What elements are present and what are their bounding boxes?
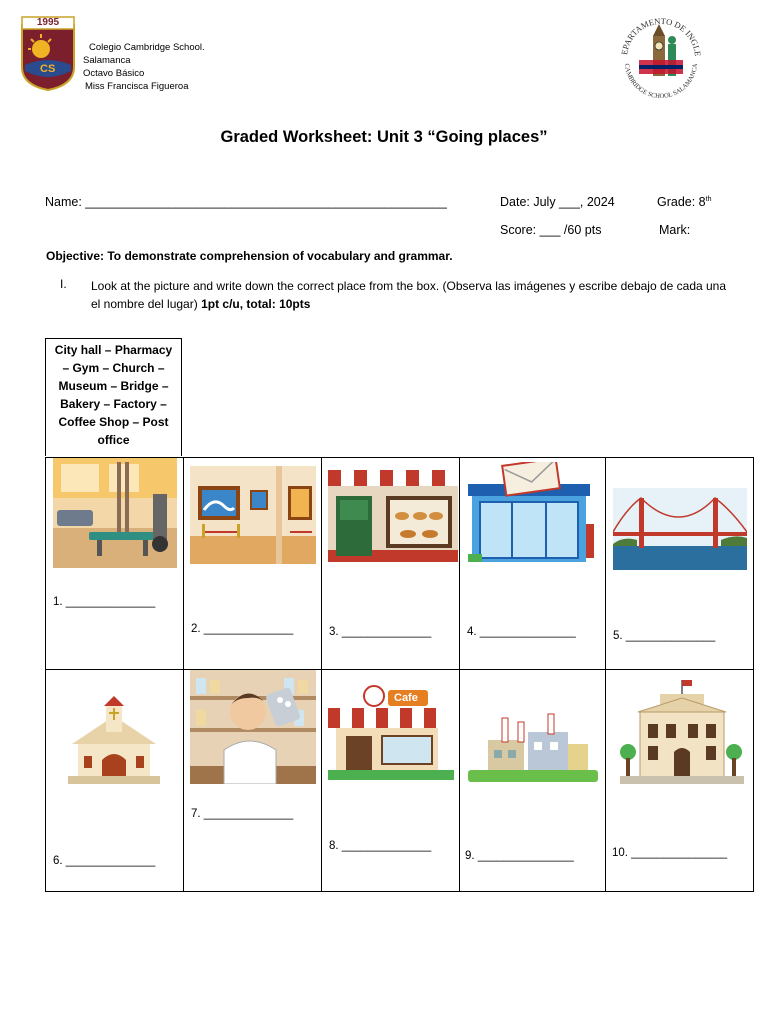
factory-icon (468, 710, 598, 782)
score-field: Score: ___ /60 pts (500, 223, 602, 237)
city-hall-icon (620, 680, 744, 784)
name-field: Name: ____________________________________________________ (45, 195, 447, 209)
logo-year: 1995 (36, 17, 60, 28)
grid-cell-8 (322, 670, 460, 892)
answer-line-6[interactable]: 6. ______________ (53, 855, 156, 867)
word-box: City hall – Pharmacy – Gym – Church – Museum – Bridge – Bakery – Factory – Coffee Shop – Post office (45, 338, 182, 456)
coffee-sign-text: Cafe (394, 692, 418, 704)
grid-cell-7 (184, 670, 322, 892)
grid-cell-3 (322, 458, 460, 670)
answer-line-10[interactable]: 10. _______________ (612, 847, 728, 859)
grade-superscript: th (705, 195, 712, 203)
instruction (91, 277, 731, 313)
answer-line-7[interactable]: 7. ______________ (191, 808, 294, 820)
grid-cell-9 (460, 670, 606, 892)
school-name: Colegio Cambridge School. (89, 42, 205, 53)
logo-initials: CS (40, 63, 56, 75)
department-stamp (613, 10, 709, 106)
answer-line-9[interactable]: 9. _______________ (465, 850, 574, 862)
answer-line-1[interactable]: 1. ______________ (53, 596, 156, 608)
course-name: Octavo Básico (83, 68, 145, 79)
coffee-shop-icon (328, 684, 454, 780)
instruction-number: I. (60, 277, 67, 291)
pharmacy-icon (190, 670, 316, 784)
stamp-top-text: EPARTAMENTO DE INGLE (619, 15, 704, 57)
instruction-text: Look at the picture and write down the correct place from the box. (Observa las imágenes y escribe debajo de cada una el nombre del lugar) (91, 279, 727, 311)
church-icon (68, 696, 160, 784)
answer-line-5[interactable]: 5. ______________ (613, 630, 716, 642)
grid-cell-10 (606, 670, 754, 892)
grid-cell-2 (184, 458, 322, 670)
stamp-bottom-text: CAMBRIDGE SCHOOL SALAMANCA (622, 63, 700, 101)
answer-line-8[interactable]: 8. ______________ (329, 840, 432, 852)
answer-line-4[interactable]: 4. _______________ (467, 626, 576, 638)
bakery-icon (328, 466, 458, 562)
grid-cell-5 (606, 458, 754, 670)
grade-field (657, 195, 711, 209)
post-office-icon (468, 462, 598, 566)
answer-line-3[interactable]: 3. ______________ (329, 626, 432, 638)
objective: Objective: To demonstrate comprehension of vocabulary and grammar. (46, 249, 453, 263)
grid-cell-1 (46, 458, 184, 670)
grid-cell-4 (460, 458, 606, 670)
bridge-icon (613, 488, 747, 570)
grade-label: Grade: 8 (657, 195, 706, 209)
instruction-points: 1pt c/u, total: 10pts (201, 297, 311, 311)
mark-field: Mark: (659, 223, 691, 237)
school-city: Salamanca (83, 55, 131, 66)
teacher-name: Miss Francisca Figueroa (85, 81, 189, 92)
answer-line-2[interactable]: 2. ______________ (191, 623, 294, 635)
worksheet-title: Graded Worksheet: Unit 3 “Going places” (220, 128, 548, 146)
date-field: Date: July ___, 2024 (500, 195, 615, 209)
picture-grid (45, 457, 754, 892)
gym-icon (53, 458, 177, 568)
grid-cell-6 (46, 670, 184, 892)
museum-icon (190, 466, 316, 564)
